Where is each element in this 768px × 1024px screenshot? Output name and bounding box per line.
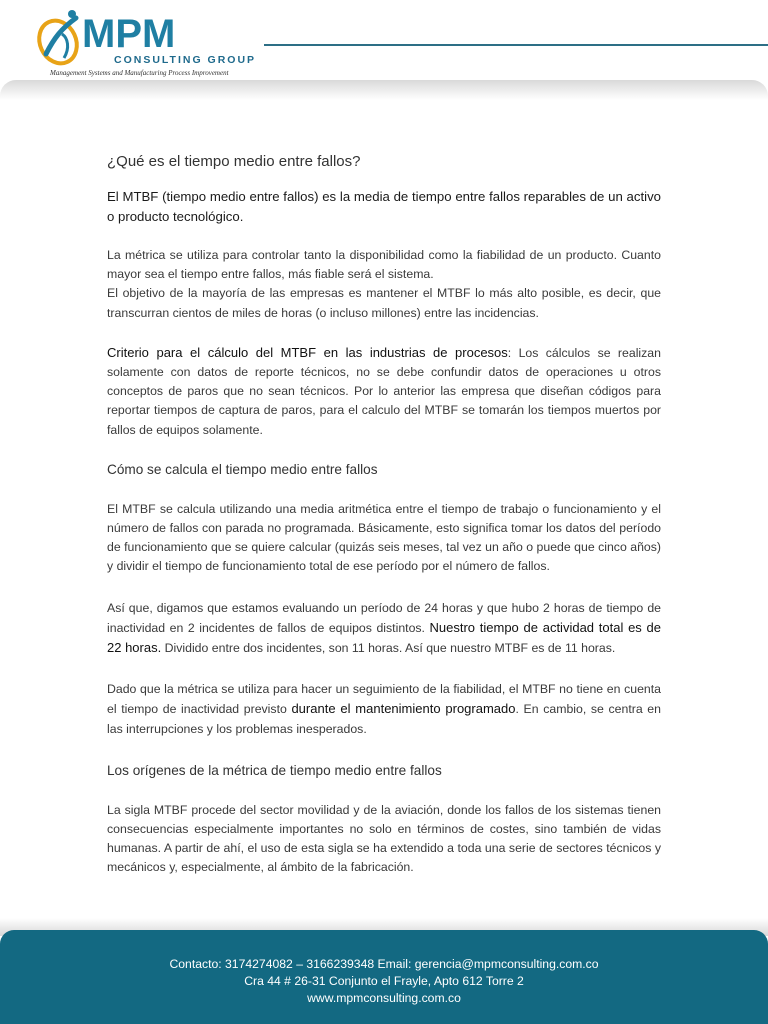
criteria-heading: Criterio para el cálculo del MTBF en las industrias de procesos	[107, 344, 508, 360]
footer-website: www.mpmconsulting.com.co	[307, 991, 461, 1005]
footer-contact	[0, 956, 768, 1007]
logo-emblem-icon	[32, 8, 88, 68]
header-band	[0, 80, 768, 100]
footer-address: Cra 44 # 26-31 Conjunto el Frayle, Apto 612 Torre 2	[244, 974, 524, 988]
paragraph-maintenance	[107, 680, 661, 739]
heading-origins: Los orígenes de la métrica de tiempo medio entre fallos	[107, 762, 442, 778]
maintenance-text-a: Dado que la métrica se utiliza para hacer un seguimiento de la fiabilidad, el MTBF no tiene en cuenta el tiempo de inactividad previsto	[107, 682, 661, 717]
paragraph-origins: La sigla MTBF procede del sector movilidad y de la aviación, donde los fallos de los sistemas tienen consecuencias especialmente importantes no solo en términos de costes, sino también de vidas humanas. A partir de ahí, el uso de esta sigla se ha extendido a toda una serie de sectores técnicos y mecánicos y, especialmente, al ámbito de la fabricación.	[107, 802, 661, 875]
logo-wordmark: MPM	[82, 12, 176, 56]
paragraph-example	[107, 599, 661, 659]
document-body	[107, 152, 661, 878]
example-text-a: Así que, digamos que estamos evaluando un período de 24 horas y que hubo 2 horas de tiempo de inactividad en 2 incidentes de fallos de equipos distintos.	[107, 600, 661, 635]
paragraph-1b: El objetivo de la mayoría de las empresas es mantener el MTBF lo más alto posible, es decir, que transcurran cientos de miles de horas (o incluso millones) entre las incidencias.	[107, 286, 661, 320]
maintenance-text-b: . En cambio, se centra en las interrupciones y los problemas inesperados.	[107, 702, 661, 736]
example-text-b: Dividido entre dos incidentes, son 11 horas. Así que nuestro MTBF es de 11 horas.	[161, 641, 616, 656]
heading-calculation: Cómo se calcula el tiempo medio entre fallos	[107, 461, 378, 477]
page-footer	[0, 930, 768, 1024]
page-header	[0, 0, 768, 100]
paragraph-1: La métrica se utiliza para controlar tanto la disponibilidad como la fiabilidad de un producto. Cuanto mayor sea el tiempo entre fallos, más fiable será el sistema.	[107, 248, 661, 282]
footer-phone-email: Contacto: 3174274082 – 3166239348 Email: gerencia@mpmconsulting.com.co	[169, 957, 599, 971]
section-title: ¿Qué es el tiempo medio entre fallos?	[107, 153, 361, 170]
company-logo	[30, 6, 260, 82]
example-highlight: Nuestro tiempo de actividad total es de 22 horas.	[107, 619, 661, 656]
paragraph-criteria	[107, 343, 661, 440]
paragraph-calculation: El MTBF se calcula utilizando una media aritmética entre el tiempo de trabajo o funcionamiento y el número de fallos con parada no programada. Básicamente, esto significa tomar los datos del período de funcionamiento que se quiere calcular (quizás seis meses, tal vez un año o puede que cinco años) y dividir el tiempo de funcionamiento total de ese período por el número de fallos.	[107, 501, 661, 574]
logo-subtitle: CONSULTING GROUP	[114, 54, 257, 66]
header-divider	[264, 44, 768, 46]
maintenance-highlight: durante el mantenimiento programado	[291, 701, 516, 717]
criteria-text: : Los cálculos se realizan solamente con datos de reporte técnicos, no se debe confundir datos de operaciones u otros conceptos de paros que no sean técnicos. Por lo anterior las empresa que diseñan códigos para reportar tiempos de captura de paros, para el calculo del MTBF se tomarán los tiempos muertos por fallos de equipos solamente.	[107, 345, 661, 437]
logo-tagline: Management Systems and Manufacturing Process Improvement	[50, 69, 229, 77]
lead-paragraph: El MTBF (tiempo medio entre fallos) es la media de tiempo entre fallos reparables de un activo o producto tecnológico.	[107, 189, 661, 224]
